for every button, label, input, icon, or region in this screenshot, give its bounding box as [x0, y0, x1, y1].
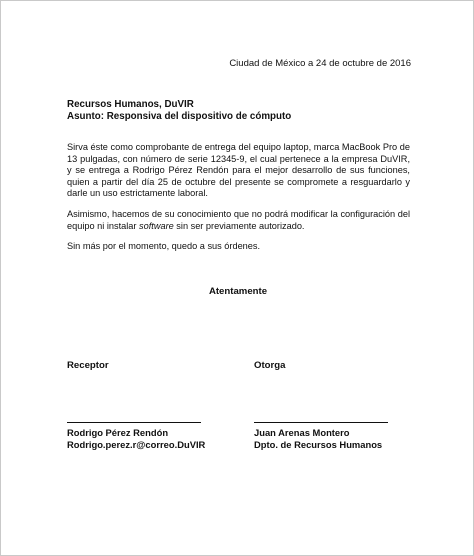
otorga-label: Otorga: [254, 360, 286, 371]
otorga-signature-block: [254, 427, 382, 451]
paragraph-2-end: sin ser previamente autorizado.: [173, 220, 305, 231]
otorga-name: Juan Arenas Montero: [254, 427, 350, 438]
letter-date: Ciudad de México a 24 de octubre de 2016: [229, 58, 411, 69]
recipient-block: [67, 99, 291, 123]
receptor-label: Receptor: [67, 360, 109, 371]
paragraph-2: [67, 209, 410, 232]
paragraph-2-start: Asimismo, hacemos de su conocimiento que no podrá modificar la configuración del equipo ni instalar: [67, 209, 410, 231]
otorga-department: Dpto. de Recursos Humanos: [254, 439, 383, 450]
receptor-signature-line: [67, 422, 201, 423]
paragraph-1: Sirva éste como comprobante de entrega del equipo laptop, marca MacBook Pro de 13 pulgadas, con número de serie 12345-9, el cual pertenece a la empresa DuVIR, y se entrega a Rodrigo Pérez Rendón para el mejor desarrollo de sus funciones, quien a partir del día 25 de octubre del presente se compromete a resguardarlo y darle un uso estrictamente laboral.: [67, 142, 410, 199]
receptor-signature-block: [67, 427, 205, 451]
otorga-signature-line: [254, 422, 388, 423]
paragraph-3: Sin más por el momento, quedo a sus órdenes.: [67, 241, 261, 251]
receptor-name: Rodrigo Pérez Rendón: [67, 427, 169, 438]
receptor-email: Rodrigo.perez.r@correo.DuVIR: [67, 439, 206, 450]
letter-subject: Asunto: Responsiva del dispositivo de cómputo: [67, 111, 292, 122]
recipient-name: Recursos Humanos, DuVIR: [67, 99, 194, 110]
closing-salutation: Atentamente: [208, 286, 268, 297]
paragraph-2-italic: software: [139, 220, 174, 231]
